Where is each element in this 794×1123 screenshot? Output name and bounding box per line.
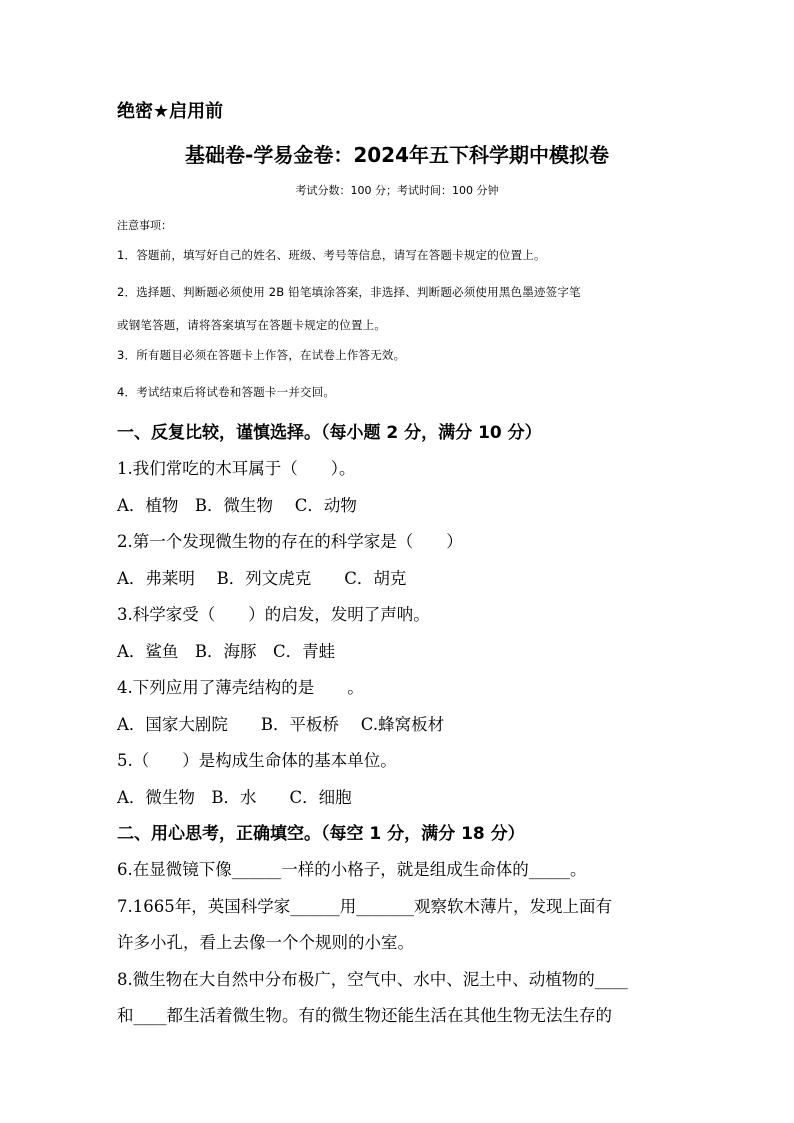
question-options: A．微生物 B．水 C．细胞 <box>117 788 352 807</box>
question-options: A．弗莱明 B．列文虎克 C．胡克 <box>117 569 407 588</box>
fill-line: 8.微生物在大自然中分布极广，空气中、水中、泥土中、动植物的____ <box>117 970 628 989</box>
section-heading-fill: 二、用心思考，正确填空。（每空 1 分，满分 18 分） <box>117 824 525 844</box>
note-item: 3．所有题目必须在答题卡上作答，在试卷上作答无效。 <box>117 348 406 362</box>
fill-line: 许多小孔，看上去像一个个规则的小室。 <box>117 933 414 952</box>
note-item: 或钢笔答题，请将答案填写在答题卡规定的位置上。 <box>117 318 387 332</box>
note-item: 4．考试结束后将试卷和答题卡一并交回。 <box>117 385 336 399</box>
question-stem: 4.下列应用了薄壳结构的是 。 <box>117 678 364 697</box>
question-options: A．植物 B．微生物 C．动物 <box>117 496 357 515</box>
secret-mark: 绝密★启用前 <box>117 101 224 122</box>
exam-info: 考试分数：100 分；考试时间：100 分钟 <box>295 184 499 197</box>
section-heading-choice: 一、反复比较，谨慎选择。（每小题 2 分，满分 10 分） <box>117 423 542 443</box>
note-item: 2．选择题、判断题必须使用 2B 铅笔填涂答案，非选择、判断题必须使用黑色墨迹签字笔 <box>117 285 581 299</box>
question-stem: 2.第一个发现微生物的存在的科学家是（ ） <box>117 532 463 551</box>
question-stem: 1.我们常吃的木耳属于（ ）。 <box>117 459 356 478</box>
question-stem: 3.科学家受（ ）的启发，发明了声呐。 <box>117 605 430 624</box>
notes-heading: 注意事项： <box>117 219 172 232</box>
fill-line: 和____都生活着微生物。有的微生物还能生活在其他生物无法生存的 <box>117 1006 612 1025</box>
question-options: A．国家大剧院 B．平板桥 C.蜂窝板材 <box>117 715 445 734</box>
question-options: A．鲨鱼 B．海豚 C．青蛙 <box>117 642 336 661</box>
question-stem: 5.（ ）是构成生命体的基本单位。 <box>117 751 397 770</box>
fill-line: 7.1665年，英国科学家______用_______观察软木薄片，发现上面有 <box>117 897 612 916</box>
note-item: 1．答题前，填写好自己的姓名、班级、考号等信息，请写在答题卡规定的位置上。 <box>117 248 546 262</box>
fill-line: 6.在显微镜下像______一样的小格子，就是组成生命体的_____。 <box>117 860 587 879</box>
exam-title: 基础卷-学易金卷：2024年五下科学期中模拟卷 <box>185 143 609 167</box>
